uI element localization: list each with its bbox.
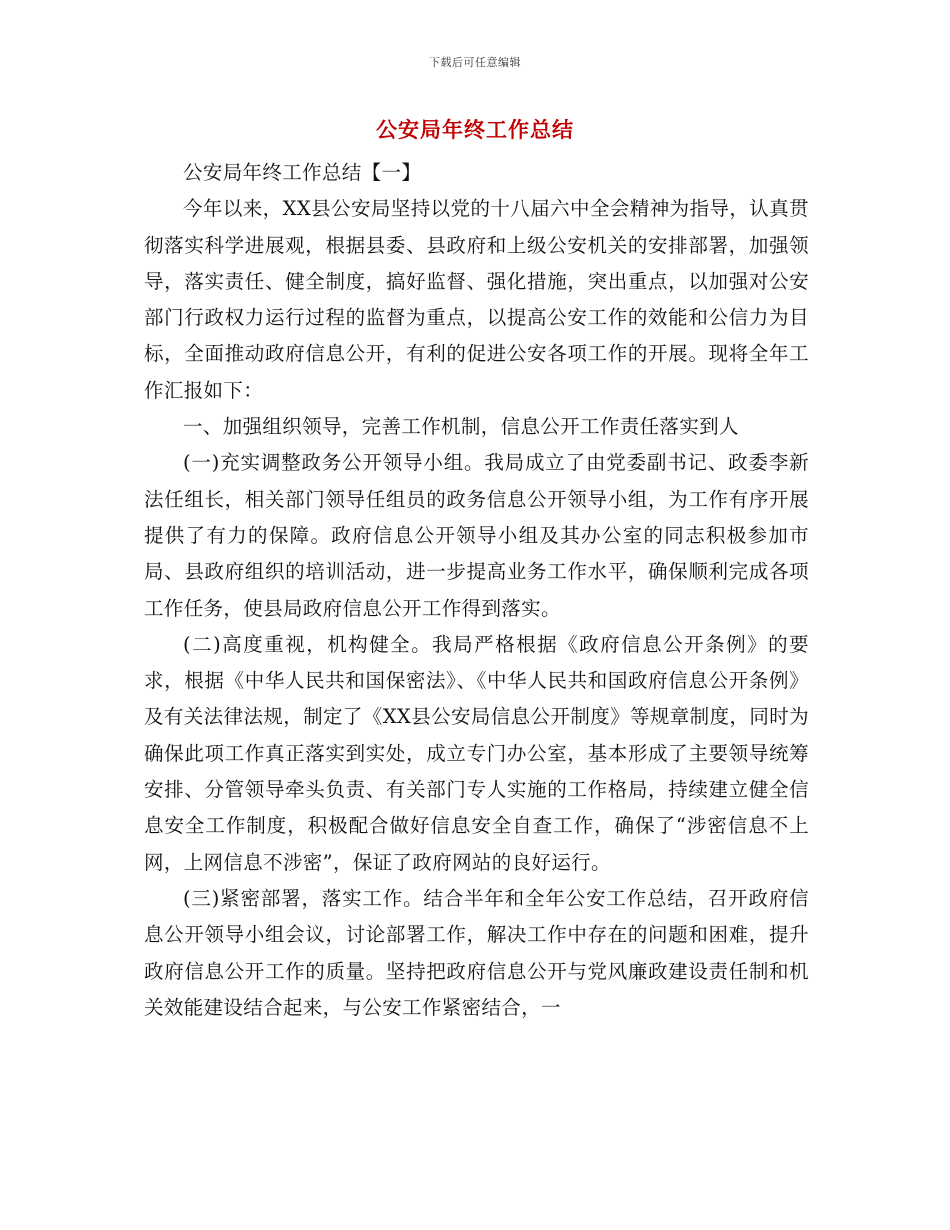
section-subtitle: 公安局年终工作总结【一】: [183, 161, 422, 184]
paragraph-item-3: (三)紧密部署，落实工作。结合半年和全年公安工作总结，召开政府信息公开领导小组会议，讨论部署工作，解决工作中存在的问题和困难，提升政府信息公开工作的质量。坚持把政府信息公开与党风廉政建设责任制和机关效能建设结合起来，与公安工作紧密结合，一: [144, 886, 809, 1019]
paragraph-item-2: (二)高度重视，机构健全。我局严格根据《政府信息公开条例》的要求，根据《中华人民共和国保密法》、《中华人民共和国政府信息公开条例》及有关法律法规，制定了《XX县公安局信息公开制度》等规章制度，同时为确保此项工作真正落实到实处，成立专门办公室，基本形成了主要领导统筹安排、分管领导牵头负责、有关部门专人实施的工作格局，持续建立健全信息安全工作制度，积极配合做好信息安全自查工作，确保了“涉密信息不上网，上网信息不涉密”，保证了政府网站的良好运行。: [144, 632, 809, 874]
document-title: 公安局年终工作总结: [376, 117, 574, 142]
paragraph-intro: 今年以来，XX县公安局坚持以党的十八届六中全会精神为指导，认真贯彻落实科学进展观，根据县委、县政府和上级公安机关的安排部署，加强领导，落实责任、健全制度，搞好监督、强化措施，突出重点，以加强对公安部门行政权力运行过程的监督为重点，以提高公安工作的效能和公信力为目标，全面推动政府信息公开，有利的促进公安各项工作的开展。现将全年工作汇报如下：: [144, 197, 809, 402]
paragraph-heading-1: 一、加强组织领导，完善工作机制，信息公开工作责任落实到人: [183, 415, 739, 439]
document-body: [144, 155, 809, 1026]
page-header-note: 下载后可任意编辑: [429, 56, 521, 69]
paragraph-item-1: (一)充实调整政务公开领导小组。我局成立了由党委副书记、政委李新法任组长，相关部门领导任组员的政务信息公开领导小组，为工作有序开展提供了有力的保障。政府信息公开领导小组及其办公室的同志积极参加市局、县政府组织的培训活动，进一步提高业务工作水平，确保顺利完成各项工作任务，使县局政府信息公开工作得到落实。: [144, 451, 809, 620]
